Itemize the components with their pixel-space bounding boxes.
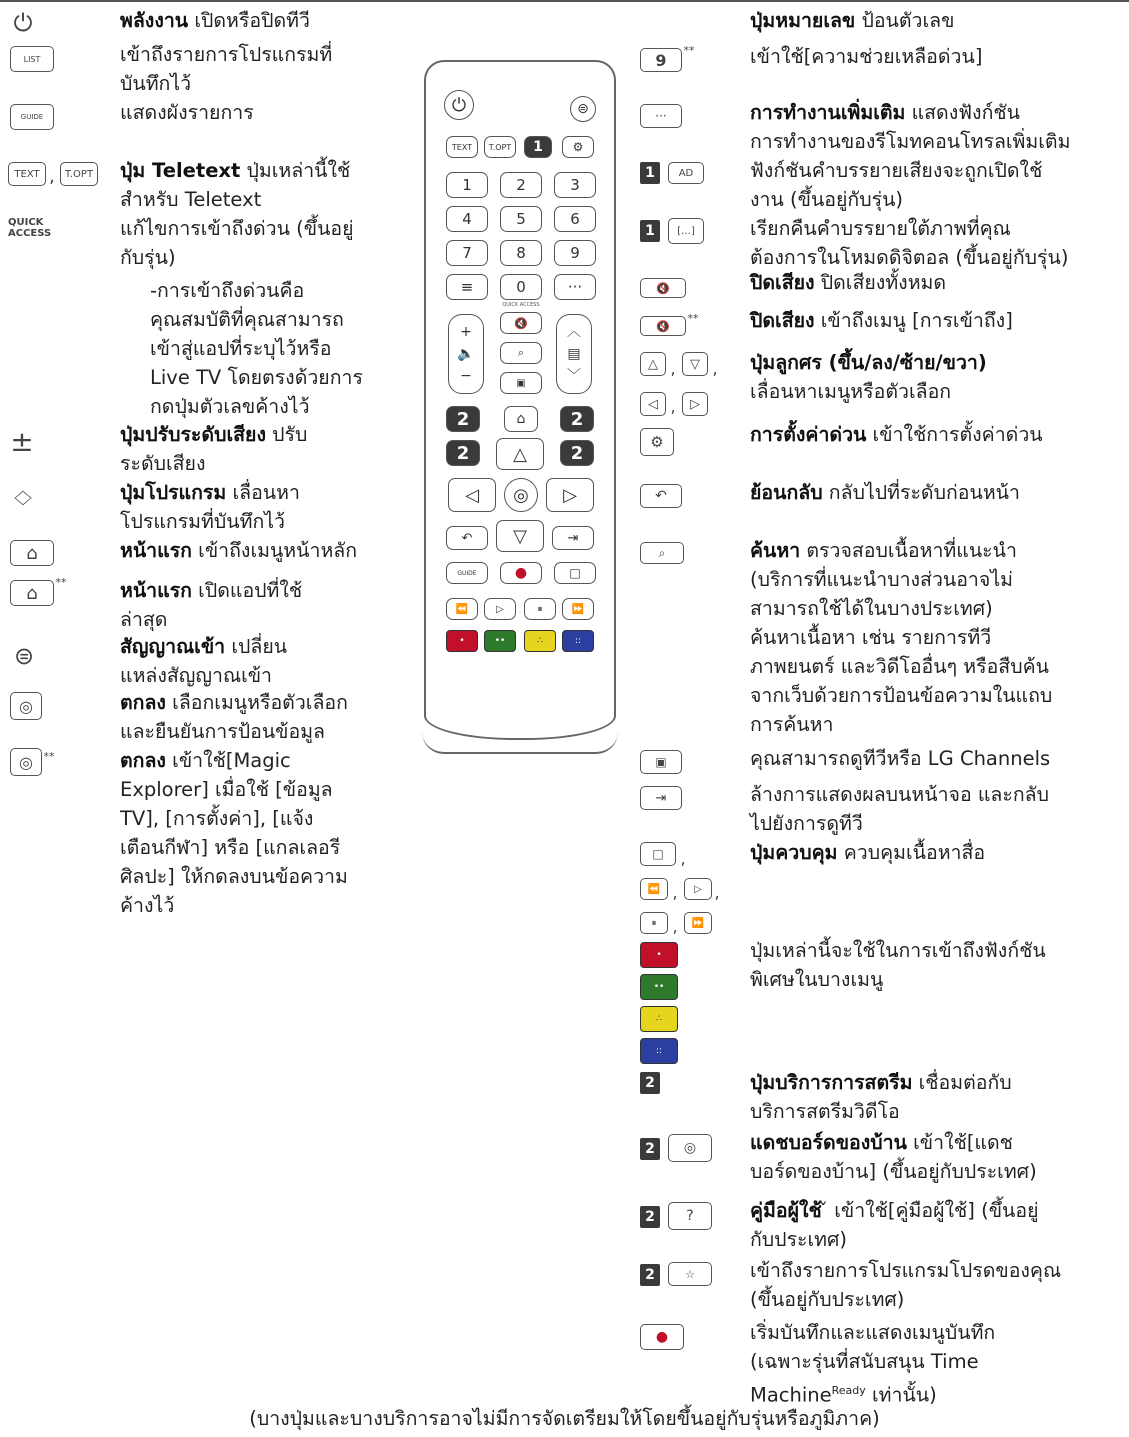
volume-rocker: + 🔈 − (448, 314, 484, 394)
record-icon: ● (640, 1324, 684, 1350)
badge-2-key: 2 (446, 406, 480, 432)
badge-2-key: 2 (446, 440, 480, 466)
home-dashboard-desc: แดชบอร์ดของบ้าน เข้าใช้[แดช บอร์ดของบ้าน] (ขึ้นอยู่กับประเทศ) (750, 1131, 1037, 1183)
stop-icon: □ (554, 562, 596, 584)
quick-access-label: QUICK ACCESS (502, 302, 540, 308)
fast-forward-icon: ⏩ (684, 912, 712, 934)
ok-longpress-icon: ◎ (10, 748, 42, 776)
color-keys-desc: ปุ่มเหล่านี้จะใช้ในการเข้าถึงฟังก์ชัน พิเศษในบางเมนู (750, 939, 1046, 991)
gear-icon: ⚙ (640, 428, 674, 456)
live-tv-icon: ▣ (500, 372, 542, 394)
play-icon: ▷ (484, 598, 516, 620)
badge-1-icon: 1 (640, 162, 660, 184)
badge-1-key: 1 (524, 136, 552, 158)
digit-key: 5 (500, 206, 542, 232)
ok-magic-desc: ตกลง เข้าใช้[Magic Explorer] เมื่อใช้ [ข้อมูล TV], [การตั้งค่า], [แจ้ง เตือนกีฬา] หรือ [แกลเลอรี ศิลปะ] ให้กดลงบนข้อความ ค้างไว้ (120, 749, 348, 917)
green-key: •• (484, 630, 516, 652)
play-icon: ▷ (684, 878, 712, 900)
quick-access-note: -การเข้าถึงด่วนคือ คุณสมบัติที่คุณสามารถ เข้าสู่แอปที่ระบุไว้หรือ Live TV โดยตรงด้วยการ กดปุ่มตัวเลขค้างไว้ (150, 279, 363, 418)
search-desc: ค้นหา ตรวจสอบเนื้อหาที่แนะนำ (บริการที่แนะนำบางส่วนอาจไม่ สามารถใช้ได้ในบางประเทศ) ค้นหาเนื้อหา เช่น รายการทีวี ภาพยนตร์ และวิดีโออื่นๆ หรือสืบค้น จากเว็บด้วยการป้อนข้อความในแถบ การค้นหา (750, 539, 1053, 736)
home-dashboard-icon: ◎ (668, 1134, 712, 1162)
power-icon: ⏻ (444, 90, 474, 120)
search-icon: ⌕ (500, 342, 542, 364)
rewind-icon: ⏪ (640, 878, 668, 900)
gear-icon: ⚙ (562, 136, 594, 158)
channel-updown-icon: ︿ ﹀ (14, 481, 32, 518)
stop-icon: □ (640, 842, 676, 866)
digit-key: 9 (554, 240, 596, 266)
comma-sep: , (670, 396, 676, 416)
left-arrow-icon: ◁ (640, 392, 666, 416)
accessibility-desc: ปิดเสียง เข้าถึงเมนู [การเข้าถึง] (750, 309, 1013, 332)
streaming-desc: ปุ่มบริการการสตรีม เชื่อมต่อกับ บริการสตรีมวิดีโอ (750, 1071, 1012, 1123)
mute-icon: 🔇 (640, 278, 686, 298)
mute-longpress-icon: 🔇 (640, 316, 686, 336)
teletext-desc: ปุ่ม Teletext ปุ่มเหล่านี้ใช้ สำหรับ Teletext (120, 159, 351, 211)
program-desc: ปุ่มโปรแกรม เลื่อนหา โปรแกรมที่บันทึกไว้ (120, 481, 300, 533)
back-icon: ↶ (640, 484, 682, 508)
volume-icon: ± (10, 424, 34, 458)
red-key-icon: • (640, 942, 678, 968)
playback-desc: ปุ่มควบคุม ควบคุมเนื้อหาสื่อ (750, 841, 986, 864)
ok-icon: ◎ (10, 692, 42, 720)
ok-icon: ◎ (504, 478, 538, 512)
text-key-icon: TEXT (8, 162, 46, 186)
comma-sep: , (49, 165, 55, 187)
digit-key: 3 (554, 172, 596, 198)
digit-key: 6 (554, 206, 596, 232)
quick-settings-desc: การตั้งค่าด่วน เข้าใช้การตั้งค่าด่วน (750, 423, 1043, 446)
user-guide-desc: คู่มือผู้ใช้ ̌ เข้าใช้[คู่มือผู้ใช้] (ขึ้นอยู่ กับประเทศ) (750, 1199, 1039, 1251)
top-rule (0, 0, 1129, 2)
right-arrow-icon: ▷ (682, 392, 708, 416)
quick-access-icon: QUICK ACCESS (8, 217, 52, 239)
longpress-mark: ** (43, 749, 55, 763)
pause-icon: ⏸ (524, 598, 556, 620)
ok-desc: ตกลง เลือกเมนูหรือตัวเลือก และยืนยันการป้อนข้อมูล (120, 691, 348, 743)
home-desc: หน้าแรก เข้าถึงเมนูหน้าหลัก (120, 539, 358, 562)
down-arrow-icon: ▽ (496, 520, 544, 552)
list-key-icon: LIST (10, 46, 54, 72)
home-longpress-icon: ⌂ (10, 580, 54, 606)
remote-illustration (424, 60, 616, 750)
guide-key: GUIDE (446, 562, 488, 584)
topt-key-icon: T.OPT (60, 162, 98, 186)
yellow-key-icon: ∴ (640, 1006, 678, 1032)
red-key: • (446, 630, 478, 652)
guide-key-icon: GUIDE (10, 104, 54, 130)
digit-key: 0 (500, 274, 542, 300)
help-icon: ? (668, 1202, 712, 1230)
up-arrow-icon: △ (496, 438, 544, 470)
mute-desc: ปิดเสียง ปิดเสียงทั้งหมด (750, 271, 947, 294)
longpress-mark: ** (687, 311, 699, 325)
digit-key: 8 (500, 240, 542, 266)
comma-sep: , (670, 358, 676, 378)
badge-1-icon: 1 (640, 220, 660, 242)
left-arrow-icon: ◁ (448, 478, 496, 512)
channel-rocker: ︿ ▤ ﹀ (556, 314, 592, 394)
up-arrow-icon: △ (640, 352, 666, 376)
longpress-mark: ** (55, 575, 67, 589)
number-keys-desc: ปุ่มหมายเลข ป้อนตัวเลข (750, 9, 955, 32)
badge-2-icon: 2 (640, 1072, 660, 1094)
input-icon: ⊜ (13, 642, 35, 670)
input-icon: ⊜ (570, 96, 596, 122)
volume-desc: ปุ่มปรับระดับเสียง ปรับ ระดับเสียง (120, 423, 308, 475)
exit-icon: ⇥ (640, 786, 682, 810)
comma-sep: , (712, 358, 718, 378)
more-key: ··· (554, 274, 596, 300)
more-actions-desc: การทำงานเพิ่มเติม แสดงฟังก์ชัน การทำงานของรีโมทคอนโทรลเพิ่มเติม (750, 101, 1071, 153)
yellow-key: ∴ (524, 630, 556, 652)
guide-desc: แสดงผังรายการ (120, 101, 254, 124)
mute-icon: 🔇 (500, 312, 542, 334)
badge-2-icon: 2 (640, 1206, 660, 1228)
live-tv-icon: ▣ (640, 750, 682, 774)
home-icon: ⌂ (10, 540, 54, 566)
topt-key: T.OPT (484, 136, 516, 158)
badge-2-key: 2 (560, 440, 594, 466)
rewind-icon: ⏪ (446, 598, 478, 620)
more-icon: ··· (640, 104, 682, 128)
footer-note: (บางปุ่มและบางบริการอาจไม่มีการจัดเตรียมให้โดยขึ้นอยู่กับรุ่นหรือภูมิภาค) (249, 1407, 880, 1430)
exit-desc: ล้างการแสดงผลบนหน้าจอ และกลับ ไปยังการดูทีวี (750, 783, 1049, 835)
text-key: TEXT (446, 136, 478, 158)
digit-9-icon: 9 (640, 48, 682, 72)
right-arrow-icon: ▷ (546, 478, 594, 512)
down-arrow-icon: ▽ (682, 352, 708, 376)
digit-key: 4 (446, 206, 488, 232)
ad-key-icon: AD (668, 162, 704, 184)
digit-key: 7 (446, 240, 488, 266)
arrow-keys-desc: ปุ่มลูกศร (ขึ้น/ลง/ซ้าย/ขวา) เลื่อนหาเมนูหรือตัวเลือก (750, 351, 987, 403)
list-key: ≡ (446, 274, 488, 300)
quick-help-desc: เข้าใช้[ความช่วยเหลือด่วน] (750, 45, 983, 68)
pause-icon: ⏸ (640, 912, 668, 934)
back-desc: ย้อนกลับ กลับไปที่ระดับก่อนหน้า (750, 481, 1020, 504)
favorite-icon: ☆ (668, 1262, 712, 1286)
home-icon: ⌂ (504, 406, 538, 432)
digit-key: 2 (500, 172, 542, 198)
badge-2-icon: 2 (640, 1264, 660, 1286)
comma-sep: , (680, 848, 686, 868)
subtitle-desc: เรียกคืนคำบรรยายใต้ภาพที่คุณ ต้องการในโหมดดิจิตอล (ขึ้นอยู่กับรุ่น) (750, 217, 1069, 269)
remote-bottom-edge (422, 732, 618, 754)
home-recent-desc: หน้าแรก เปิดแอปที่ใช้ ล่าสุด (120, 579, 303, 631)
badge-2-key: 2 (560, 406, 594, 432)
audio-description-desc: ฟังก์ชันคำบรรยายเสียงจะถูกเปิดใช้ งาน (ขึ้นอยู่กับรุ่น) (750, 159, 1043, 211)
blue-key-icon: :: (640, 1038, 678, 1064)
exit-icon: ⇥ (552, 526, 594, 550)
favorites-desc: เข้าถึงรายการโปรแกรมโปรดของคุณ (ขึ้นอยู่กับประเทศ) (750, 1259, 1062, 1311)
record-desc: เริ่มบันทึกและแสดงเมนูบันทึก (เฉพาะรุ่นที่สนับสนุน Time Machine$^{Ready}$ เท่านั้น) (750, 1321, 996, 1407)
input-desc: สัญญาณเข้า เปลี่ยน แหล่งสัญญาณเข้า (120, 635, 288, 687)
badge-2-icon: 2 (640, 1138, 660, 1160)
power-desc: พลังงาน เปิดหรือปิดทีวี (120, 9, 310, 32)
search-icon: ⌕ (640, 542, 684, 564)
record-icon: ● (500, 562, 542, 584)
quick-access-desc: แก้ไขการเข้าถึงด่วน (ขึ้นอยู่ กับรุ่น) (120, 217, 354, 269)
live-tv-desc: คุณสามารถดูทีวีหรือ LG Channels (750, 747, 1051, 770)
fast-forward-icon: ⏩ (562, 598, 594, 620)
longpress-mark: ** (683, 43, 695, 57)
digit-key: 1 (446, 172, 488, 198)
comma-sep: , (672, 882, 678, 902)
power-icon: ⏻ (13, 9, 33, 37)
blue-key: :: (562, 630, 594, 652)
list-desc: เข้าถึงรายการโปรแกรมที่ บันทึกไว้ (120, 43, 333, 95)
back-icon: ↶ (446, 526, 488, 550)
green-key-icon: •• (640, 974, 678, 1000)
subtitle-icon: […] (668, 218, 704, 244)
comma-sep: , (672, 916, 678, 936)
comma-sep: , (714, 882, 720, 902)
